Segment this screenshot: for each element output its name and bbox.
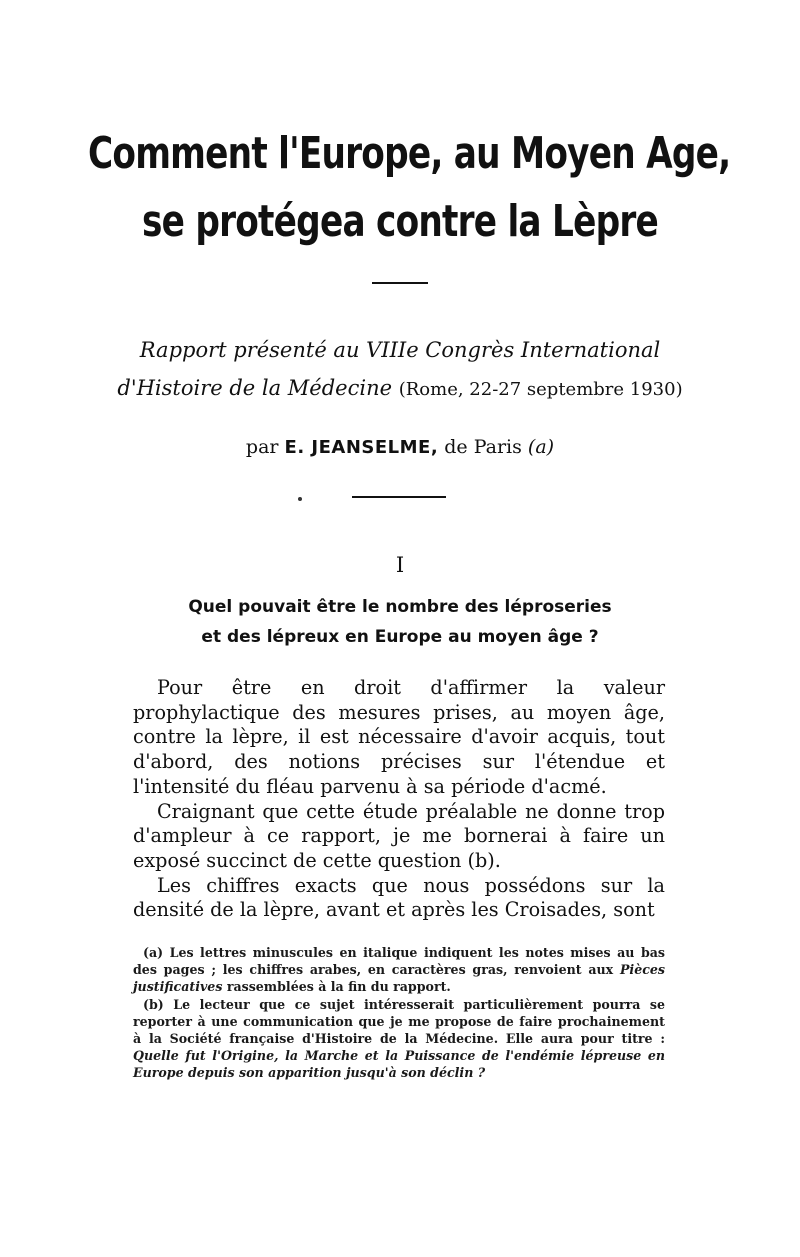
section-title-line-2: et des lépreux en Europe au moyen âge ? [201, 627, 599, 647]
author-name: E. JEANSELME, [284, 437, 439, 458]
footnotes [133, 944, 665, 1082]
subtitle-line-2-italic: d'Histoire de la Médecine [117, 376, 393, 400]
footnote-a-text: Les lettres minuscules en italique indiquent les notes mises au bas des pages ; les chiffres arabes, en caractères gras, renvoient aux [133, 945, 665, 978]
body-text [133, 676, 665, 923]
title-line-1: Comment l'Europe, au Moyen Age, [88, 128, 731, 179]
footnote-a-label: (a) [143, 945, 164, 960]
subtitle-line-2-plain: (Rome, 22-27 septembre 1930) [398, 379, 683, 400]
footnote-b-italic: Quelle fut l'Origine, la Marche et la Puissance de l'endémie lépreuse en Europe depuis son apparition jusqu'à son déclin ? [133, 1048, 665, 1081]
author-line [0, 436, 800, 458]
subtitle-line-1: Rapport présenté au VIIIe Congrès International [139, 338, 661, 362]
author-note-ref: (a) [527, 436, 555, 458]
section-title-line-1: Quel pouvait être le nombre des léproseries [188, 597, 612, 617]
author-prefix: par [245, 436, 279, 458]
author-suffix: de Paris [444, 436, 522, 458]
body-paragraph-2: Craignant que cette étude préalable ne donne trop d'ampleur à ce rapport, je me bornerai à faire un exposé succinct de cette question (b). [133, 799, 665, 872]
footnote-b-label: (b) [143, 996, 164, 1012]
print-speck [298, 497, 302, 501]
section-number: I [395, 553, 405, 577]
section-divider [352, 496, 446, 498]
footnote-b [133, 996, 665, 1082]
body-paragraph-1: Pour être en droit d'affirmer la valeur prophylactique des mesures prises, au moyen âge, contre la lèpre, il est nécessaire d'avoir acquis, tout d'abord, des notions précises sur l'étendue et l'intensité du fléau parvenu à sa période d'acmé. [133, 676, 665, 798]
title-line-2: se protégea contre la Lèpre [142, 196, 658, 247]
footnote-b-text: Le lecteur que ce sujet intéresserait particulièrement pourra se reporter à une communication que je me propose de faire prochainement à la Société française d'Histoire de la Médecine. Elle aura pour titre : [133, 996, 665, 1047]
title-divider [372, 282, 428, 284]
subtitle-line-2 [0, 376, 800, 400]
footnote-a-end: rassemblées à la fin du rapport. [226, 979, 451, 995]
body-paragraph-3: Les chiffres exacts que nous possédons sur la densité de la lèpre, avant et après les Croisades, sont [133, 873, 665, 922]
footnote-a [133, 944, 665, 996]
footnote-a-italic: Pièces justificatives [133, 962, 665, 995]
